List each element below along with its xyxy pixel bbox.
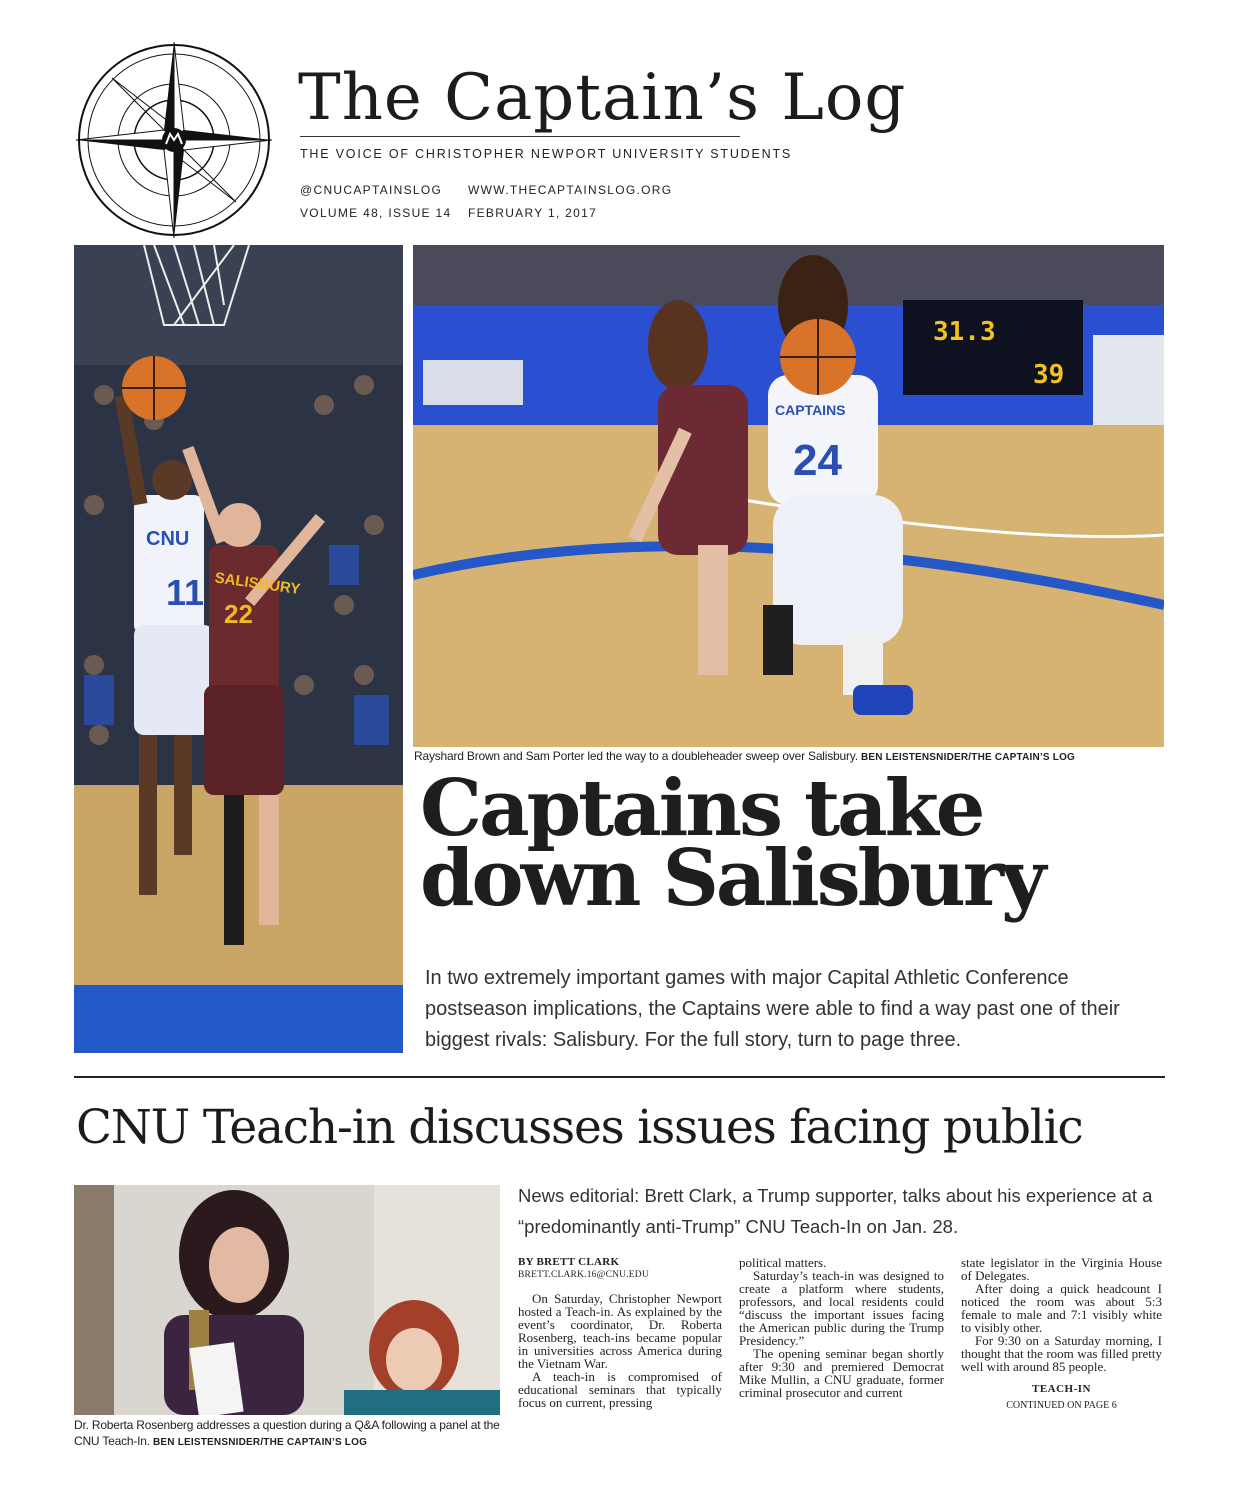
jump-label: TEACH-IN (1031, 1383, 1091, 1395)
jersey-team-maroon: SALISBURY (213, 569, 302, 599)
column-3-paragraph-1: After doing a quick headcount I noticed the room was about 5:3 female to male and 7:1 visibly white to visibly other. (961, 1281, 1162, 1335)
byline: BY BRETT CLARK (518, 1256, 620, 1268)
compass-rose-logo (74, 40, 274, 240)
caption-text: Rayshard Brown and Sam Porter led the way to a doubleheader sweep over Salisbury. (414, 749, 858, 763)
column-1-paragraph-1: On Saturday, Christopher Newport hosted a Teach-in. As explained by the event’s coordinator, Dr. Roberta Rosenberg, teach-ins became popular in universities across America during the Vietnam War. (518, 1291, 722, 1371)
jersey-team-white: CNU (146, 528, 190, 550)
photo-teach-in (74, 1185, 500, 1415)
compass-rose-icon (74, 40, 274, 240)
column-3-paragraph-0: state legislator in the Virginia House of Delegates. (961, 1255, 1162, 1283)
main-dek: In two extremely important games with major Capital Athletic Conference postseason implications, the Captains were able to find a way past one of their biggest rivals: Salisbury. For the full story, turn to page three. (425, 967, 1120, 1051)
article-column-2 (739, 1256, 944, 1399)
jersey-number-white: 11 (166, 572, 205, 613)
author-email[interactable]: BRETT.CLARK.16@CNU.EDU (518, 1270, 649, 1280)
newspaper-title: The Captain’s Log (298, 61, 907, 135)
jersey-team-captains: CAPTAINS (775, 402, 846, 418)
tagline: THE VOICE OF CHRISTOPHER NEWPORT UNIVERSITY STUDENTS (300, 147, 793, 161)
photo-mens-basketball (74, 245, 403, 1053)
volume-issue: VOLUME 48, ISSUE 14 (300, 206, 452, 220)
jersey-number-captains: 24 (793, 436, 842, 485)
teach-in-dek: News editorial: Brett Clark, a Trump supporter, talks about his experience at a “predominantly anti-Trump” CNU Teach-In on Jan. 28. (518, 1185, 1153, 1237)
photo-credit: BEN LEISTENSNIDER/THE CAPTAIN’S LOG (860, 752, 1076, 763)
teach-in-headline: CNU Teach-in discusses issues facing public (76, 1100, 1083, 1155)
issue-date: FEBRUARY 1, 2017 (468, 206, 598, 220)
continued-jump[interactable] (961, 1383, 1162, 1412)
teach-in-photo-caption (74, 1417, 504, 1451)
website-url: WWW.THECAPTAINSLOG.ORG (468, 183, 673, 197)
jersey-number-maroon: 22 (224, 599, 253, 629)
teach-in-caption-text: Dr. Roberta Rosenberg addresses a question during a Q&A following a panel at the CNU Teach-In. (74, 1418, 500, 1448)
headline-line-1: Captains take (420, 763, 983, 854)
teach-in-photo-credit: BEN LEISTENSNIDER/THE CAPTAIN’S LOG (153, 1437, 368, 1448)
column-2-paragraph-1: Saturday’s teach-in was designed to create a platform where students, professors, and local residents could “discuss the important issues facing the American public during the Trump Presidency.” (739, 1268, 944, 1348)
column-3-paragraph-2: For 9:30 on a Saturday morning, I thought that the room was filled pretty well with around 85 people. (961, 1333, 1162, 1374)
article-column-3 (961, 1256, 1162, 1412)
headline-line-2: down Salisbury (420, 833, 1044, 924)
section-divider (74, 1076, 1165, 1078)
title-divider (300, 136, 740, 137)
column-2-paragraph-2: The opening seminar began shortly after 9:30 and premiered Democrat Mike Mullin, a CNU graduate, former criminal prosecutor and current (739, 1346, 944, 1400)
column-2-paragraph-0: political matters. (739, 1255, 827, 1270)
scoreboard-clock: 31.3 (933, 317, 996, 347)
jump-text: CONTINUED ON PAGE 6 (1006, 1400, 1117, 1411)
photo-womens-basketball (413, 245, 1164, 747)
main-headline (420, 763, 1140, 924)
scoreboard-guest-score: 39 (1033, 360, 1065, 390)
column-1-paragraph-2: A teach-in is compromised of educational seminars that typically focus on current, pressing (518, 1369, 722, 1410)
twitter-handle: @CNUCAPTAINSLOG (300, 183, 443, 197)
article-column-1 (518, 1256, 722, 1409)
